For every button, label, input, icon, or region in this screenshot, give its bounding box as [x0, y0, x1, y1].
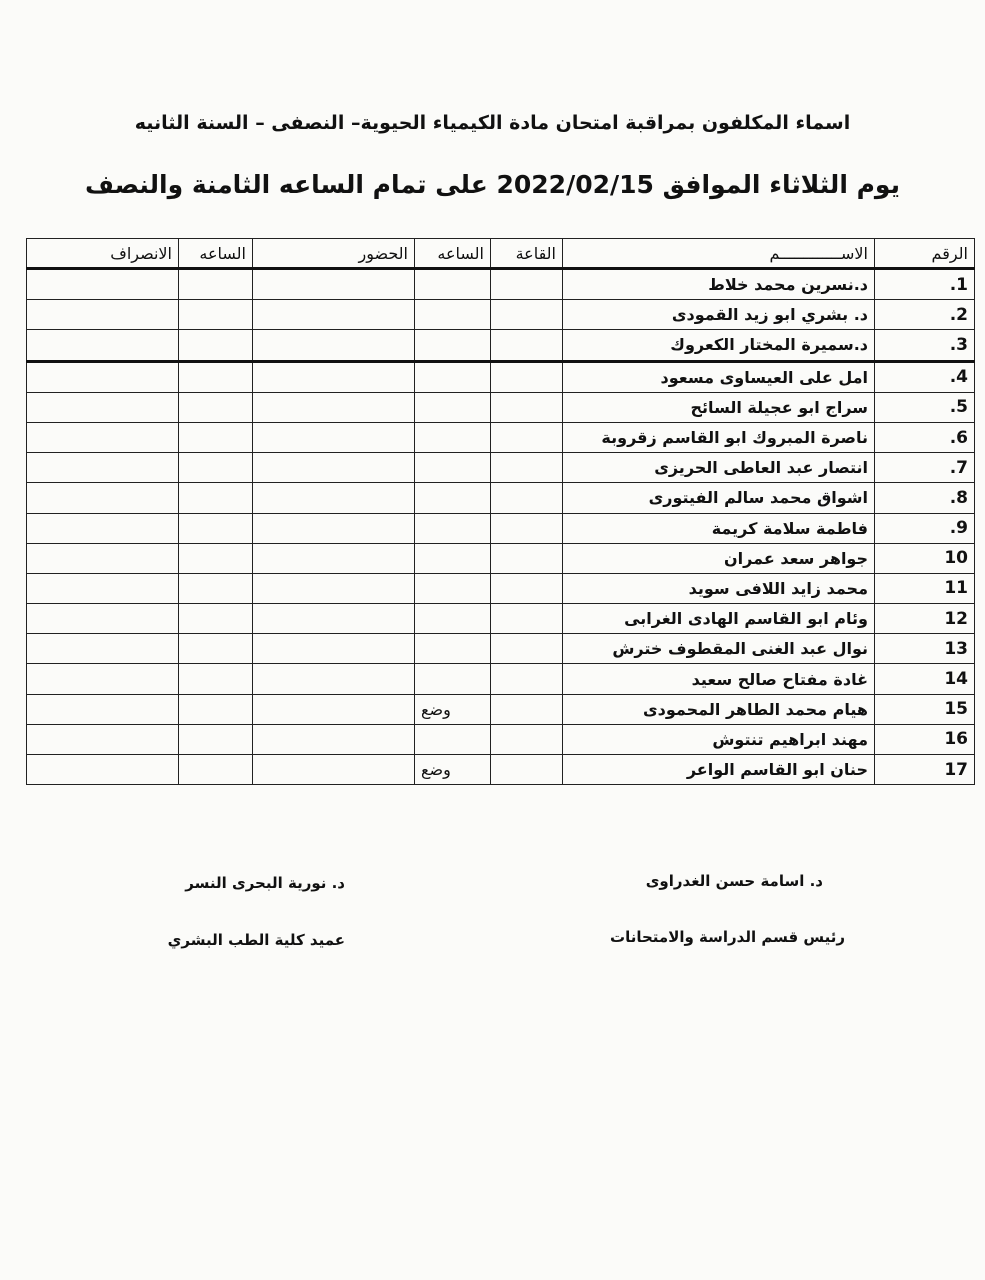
row-departure [27, 573, 179, 603]
row-departure [27, 513, 179, 543]
row-attendance [253, 300, 415, 330]
invigilators-table [26, 238, 975, 785]
row-number: 7. [875, 453, 975, 483]
table-row [27, 392, 975, 422]
table-row [27, 453, 975, 483]
row-time-out [179, 724, 253, 754]
row-time-in [415, 422, 491, 452]
row-departure [27, 330, 179, 361]
row-attendance [253, 392, 415, 422]
row-time-out [179, 755, 253, 785]
title-line-2: يوم الثلاثاء الموافق 2022/02/15 على تمام الساعه الثامنة والنصف [85, 170, 900, 199]
row-name: اشواق محمد سالم الفيتورى [563, 483, 875, 513]
row-hall [491, 604, 563, 634]
row-time-in [415, 513, 491, 543]
row-time-in [415, 269, 491, 300]
signature-head-of-exams-name: د. اسامة حسن الغدراوى [645, 872, 823, 890]
row-departure [27, 634, 179, 664]
table-row [27, 330, 975, 361]
row-number: 16 [875, 724, 975, 754]
table-row [27, 724, 975, 754]
row-departure [27, 453, 179, 483]
row-time-in [415, 330, 491, 361]
row-time-out [179, 543, 253, 573]
table-row [27, 755, 975, 785]
row-name: نوال عبد الغنى المقطوف خترش [563, 634, 875, 664]
row-name: حنان ابو القاسم الواعر [563, 755, 875, 785]
row-name: انتصار عبد العاطى الحريزى [563, 453, 875, 483]
row-number: 3. [875, 330, 975, 361]
table-row [27, 513, 975, 543]
row-time-in: وضع [415, 755, 491, 785]
row-time-out [179, 453, 253, 483]
row-time-out [179, 269, 253, 300]
row-hall [491, 724, 563, 754]
row-time-in [415, 483, 491, 513]
row-number: 2. [875, 300, 975, 330]
table-row [27, 422, 975, 452]
row-number: 4. [875, 361, 975, 392]
row-time-out [179, 483, 253, 513]
row-attendance [253, 269, 415, 300]
row-time-out [179, 634, 253, 664]
row-hall [491, 513, 563, 543]
row-departure [27, 361, 179, 392]
table-row [27, 634, 975, 664]
row-number: 1. [875, 269, 975, 300]
row-time-out [179, 330, 253, 361]
row-hall [491, 755, 563, 785]
row-hall [491, 453, 563, 483]
title-line-1: اسماء المكلفون بمراقبة امتحان مادة الكيمياء الحيوية– النصفى – السنة الثانيه [134, 112, 851, 134]
table-row [27, 694, 975, 724]
exam-date-line [0, 170, 985, 199]
row-departure [27, 392, 179, 422]
table-row [27, 543, 975, 573]
row-attendance [253, 483, 415, 513]
row-time-in [415, 573, 491, 603]
row-attendance [253, 724, 415, 754]
table-row [27, 300, 975, 330]
row-hall [491, 392, 563, 422]
document-title [0, 112, 985, 134]
row-attendance [253, 513, 415, 543]
row-time-in [415, 724, 491, 754]
row-hall [491, 634, 563, 664]
row-number: 12 [875, 604, 975, 634]
table-body [27, 269, 975, 785]
row-time-out [179, 422, 253, 452]
row-departure [27, 694, 179, 724]
row-attendance [253, 694, 415, 724]
row-departure [27, 664, 179, 694]
row-attendance [253, 664, 415, 694]
row-number: 8. [875, 483, 975, 513]
row-time-out [179, 573, 253, 603]
row-number: 10 [875, 543, 975, 573]
row-number: 6. [875, 422, 975, 452]
row-time-in [415, 543, 491, 573]
col-header-number: الرقم [875, 239, 975, 269]
row-hall [491, 573, 563, 603]
signature-head-of-exams-title: رئيس قسم الدراسة والامتحانات [610, 928, 845, 946]
row-name: فاطمة سلامة كريمة [563, 513, 875, 543]
row-name: ناصرة المبروك ابو القاسم زقروبة [563, 422, 875, 452]
row-name: غادة مفتاح صالح سعيد [563, 664, 875, 694]
col-header-time-in: الساعه [415, 239, 491, 269]
row-name: محمد زايد اللافى سويد [563, 573, 875, 603]
row-time-out [179, 300, 253, 330]
row-attendance [253, 755, 415, 785]
table-row [27, 361, 975, 392]
row-time-in [415, 361, 491, 392]
row-name: د.نسرين محمد خلاط [563, 269, 875, 300]
row-number: 11 [875, 573, 975, 603]
row-departure [27, 483, 179, 513]
row-name: سراج ابو عجيلة السائح [563, 392, 875, 422]
signature-dean-name: د. نورية البحرى النسر [185, 874, 345, 892]
row-time-out [179, 392, 253, 422]
row-name: هيام محمد الطاهر المحمودى [563, 694, 875, 724]
row-name: امل على العيساوى مسعود [563, 361, 875, 392]
row-departure [27, 755, 179, 785]
row-name: مهند ابراهيم تنتوش [563, 724, 875, 754]
col-header-attendance: الحضور [253, 239, 415, 269]
row-time-out [179, 361, 253, 392]
row-attendance [253, 634, 415, 664]
row-time-in [415, 664, 491, 694]
row-time-in: وضع [415, 694, 491, 724]
row-time-in [415, 453, 491, 483]
col-header-name: الاســـــــــــــم [563, 239, 875, 269]
row-departure [27, 269, 179, 300]
row-hall [491, 361, 563, 392]
row-hall [491, 330, 563, 361]
row-attendance [253, 330, 415, 361]
row-departure [27, 724, 179, 754]
table-header-row [27, 239, 975, 269]
row-attendance [253, 573, 415, 603]
table-row [27, 664, 975, 694]
table-row [27, 483, 975, 513]
row-time-in [415, 392, 491, 422]
row-hall [491, 543, 563, 573]
row-attendance [253, 604, 415, 634]
row-time-out [179, 513, 253, 543]
row-time-in [415, 604, 491, 634]
row-number: 5. [875, 392, 975, 422]
row-attendance [253, 422, 415, 452]
table-row [27, 573, 975, 603]
row-attendance [253, 543, 415, 573]
row-departure [27, 543, 179, 573]
invigilators-table-container [26, 238, 974, 808]
row-hall [491, 664, 563, 694]
row-departure [27, 604, 179, 634]
row-time-out [179, 604, 253, 634]
row-time-out [179, 694, 253, 724]
row-hall [491, 422, 563, 452]
signature-dean-title: عميد كلية الطب البشري [167, 931, 345, 949]
row-number: 15 [875, 694, 975, 724]
row-hall [491, 269, 563, 300]
row-hall [491, 694, 563, 724]
row-number: 17 [875, 755, 975, 785]
row-time-out [179, 664, 253, 694]
row-name: د.سميرة المختار الكعروك [563, 330, 875, 361]
row-attendance [253, 361, 415, 392]
row-number: 13 [875, 634, 975, 664]
col-header-departure: الانصراف [27, 239, 179, 269]
row-name: وئام ابو القاسم الهادى الغرابى [563, 604, 875, 634]
row-departure [27, 300, 179, 330]
row-hall [491, 483, 563, 513]
row-departure [27, 422, 179, 452]
col-header-time-out: الساعه [179, 239, 253, 269]
row-time-in [415, 634, 491, 664]
table-row [27, 604, 975, 634]
row-name: جواهر سعد عمران [563, 543, 875, 573]
row-attendance [253, 453, 415, 483]
table-row [27, 269, 975, 300]
row-number: 9. [875, 513, 975, 543]
row-time-in [415, 300, 491, 330]
col-header-hall: القاعة [491, 239, 563, 269]
row-number: 14 [875, 664, 975, 694]
row-name: د. بشري ابو زيد القمودى [563, 300, 875, 330]
row-hall [491, 300, 563, 330]
